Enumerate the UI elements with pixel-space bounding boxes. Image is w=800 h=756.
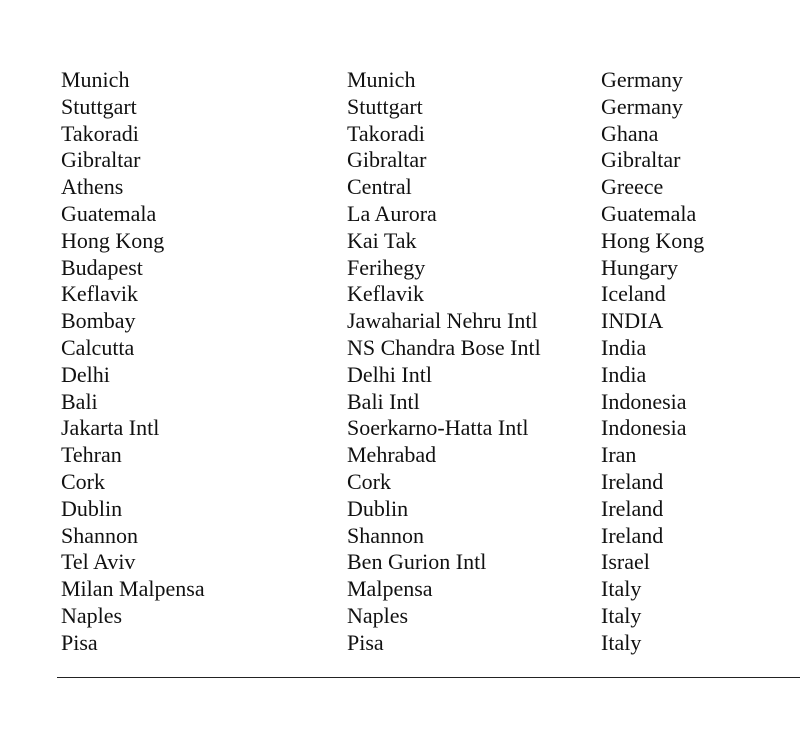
airport-cell: Jawaharial Nehru Intl bbox=[347, 308, 538, 334]
city-cell: Bali bbox=[61, 388, 98, 414]
table-row bbox=[61, 201, 800, 228]
country-cell: Indonesia bbox=[601, 388, 687, 414]
table-bottom-rule bbox=[57, 677, 800, 678]
city-cell: Shannon bbox=[61, 522, 138, 548]
airport-cell: Dublin bbox=[347, 495, 409, 521]
city-cell: Delhi bbox=[61, 361, 110, 387]
country-cell: Germany bbox=[601, 93, 683, 119]
country-cell: Israel bbox=[601, 549, 650, 575]
table-row bbox=[61, 228, 800, 255]
table-body bbox=[61, 67, 800, 657]
country-cell: INDIA bbox=[601, 308, 664, 334]
table-row bbox=[61, 362, 800, 389]
airport-cell: Stuttgart bbox=[347, 93, 423, 119]
country-cell: Italy bbox=[601, 602, 642, 628]
table-row bbox=[61, 523, 800, 550]
country-cell: Iceland bbox=[601, 281, 666, 307]
airport-cell: Malpensa bbox=[347, 576, 433, 602]
table-row bbox=[61, 121, 800, 148]
table-row bbox=[61, 308, 800, 335]
airport-cell: Ferihegy bbox=[347, 254, 426, 280]
airport-cell: Naples bbox=[347, 602, 409, 628]
city-cell: Tel Aviv bbox=[61, 549, 136, 575]
airport-cell: NS Chandra Bose Intl bbox=[347, 334, 541, 360]
country-cell: Ireland bbox=[601, 522, 664, 548]
airport-cell: Pisa bbox=[347, 629, 384, 655]
airport-cell: Soerkarno-Hatta Intl bbox=[347, 415, 529, 441]
country-cell: Germany bbox=[601, 67, 683, 92]
city-cell: Dublin bbox=[61, 495, 123, 521]
city-cell: Jakarta Intl bbox=[61, 415, 160, 441]
country-cell: Gibraltar bbox=[601, 147, 681, 173]
country-cell: Ireland bbox=[601, 468, 664, 494]
table-row bbox=[61, 496, 800, 523]
city-cell: Stuttgart bbox=[61, 93, 137, 119]
table-row bbox=[61, 576, 800, 603]
city-cell: Athens bbox=[61, 174, 124, 200]
airport-cell: Cork bbox=[347, 468, 391, 494]
country-cell: Ireland bbox=[601, 495, 664, 521]
city-cell: Calcutta bbox=[61, 334, 135, 360]
country-cell: Hong Kong bbox=[601, 227, 705, 253]
airport-cell: Mehrabad bbox=[347, 442, 437, 468]
airport-cell: Central bbox=[347, 174, 412, 200]
table-row bbox=[61, 94, 800, 121]
airport-cell: Shannon bbox=[347, 522, 424, 548]
table-row bbox=[61, 603, 800, 630]
country-cell: Guatemala bbox=[601, 200, 697, 226]
city-cell: Cork bbox=[61, 468, 105, 494]
airport-cell: Bali Intl bbox=[347, 388, 420, 414]
city-cell: Naples bbox=[61, 602, 123, 628]
country-cell: Indonesia bbox=[601, 415, 687, 441]
table-row bbox=[61, 174, 800, 201]
table-row bbox=[61, 255, 800, 282]
country-cell: Iran bbox=[601, 442, 637, 468]
city-cell: Bombay bbox=[61, 308, 136, 334]
country-cell: India bbox=[601, 361, 647, 387]
table-row bbox=[61, 389, 800, 416]
country-cell: Italy bbox=[601, 629, 642, 655]
airport-cell: Munich bbox=[347, 67, 416, 92]
country-cell: India bbox=[601, 334, 647, 360]
airport-cell: Kai Tak bbox=[347, 227, 417, 253]
city-cell: Gibraltar bbox=[61, 147, 141, 173]
airport-cell: Takoradi bbox=[347, 120, 425, 146]
airport-cell: Delhi Intl bbox=[347, 361, 432, 387]
city-cell: Munich bbox=[61, 67, 130, 92]
airport-table bbox=[61, 67, 800, 657]
city-cell: Tehran bbox=[61, 442, 122, 468]
table-row bbox=[61, 67, 800, 94]
table-row bbox=[61, 147, 800, 174]
table-row bbox=[61, 469, 800, 496]
city-cell: Pisa bbox=[61, 629, 98, 655]
country-cell: Hungary bbox=[601, 254, 678, 280]
table-row bbox=[61, 549, 800, 576]
city-cell: Budapest bbox=[61, 254, 143, 280]
airport-cell: La Aurora bbox=[347, 200, 437, 226]
table-row bbox=[61, 335, 800, 362]
city-cell: Keflavik bbox=[61, 281, 138, 307]
table-row bbox=[61, 630, 800, 657]
country-cell: Ghana bbox=[601, 120, 659, 146]
table-row bbox=[61, 281, 800, 308]
city-cell: Takoradi bbox=[61, 120, 139, 146]
city-cell: Milan Malpensa bbox=[61, 576, 205, 602]
country-cell: Italy bbox=[601, 576, 642, 602]
airport-cell: Gibraltar bbox=[347, 147, 427, 173]
table-row bbox=[61, 415, 800, 442]
city-cell: Hong Kong bbox=[61, 227, 165, 253]
airport-cell: Ben Gurion Intl bbox=[347, 549, 487, 575]
city-cell: Guatemala bbox=[61, 200, 157, 226]
country-cell: Greece bbox=[601, 174, 664, 200]
airport-cell: Keflavik bbox=[347, 281, 424, 307]
table-row bbox=[61, 442, 800, 469]
